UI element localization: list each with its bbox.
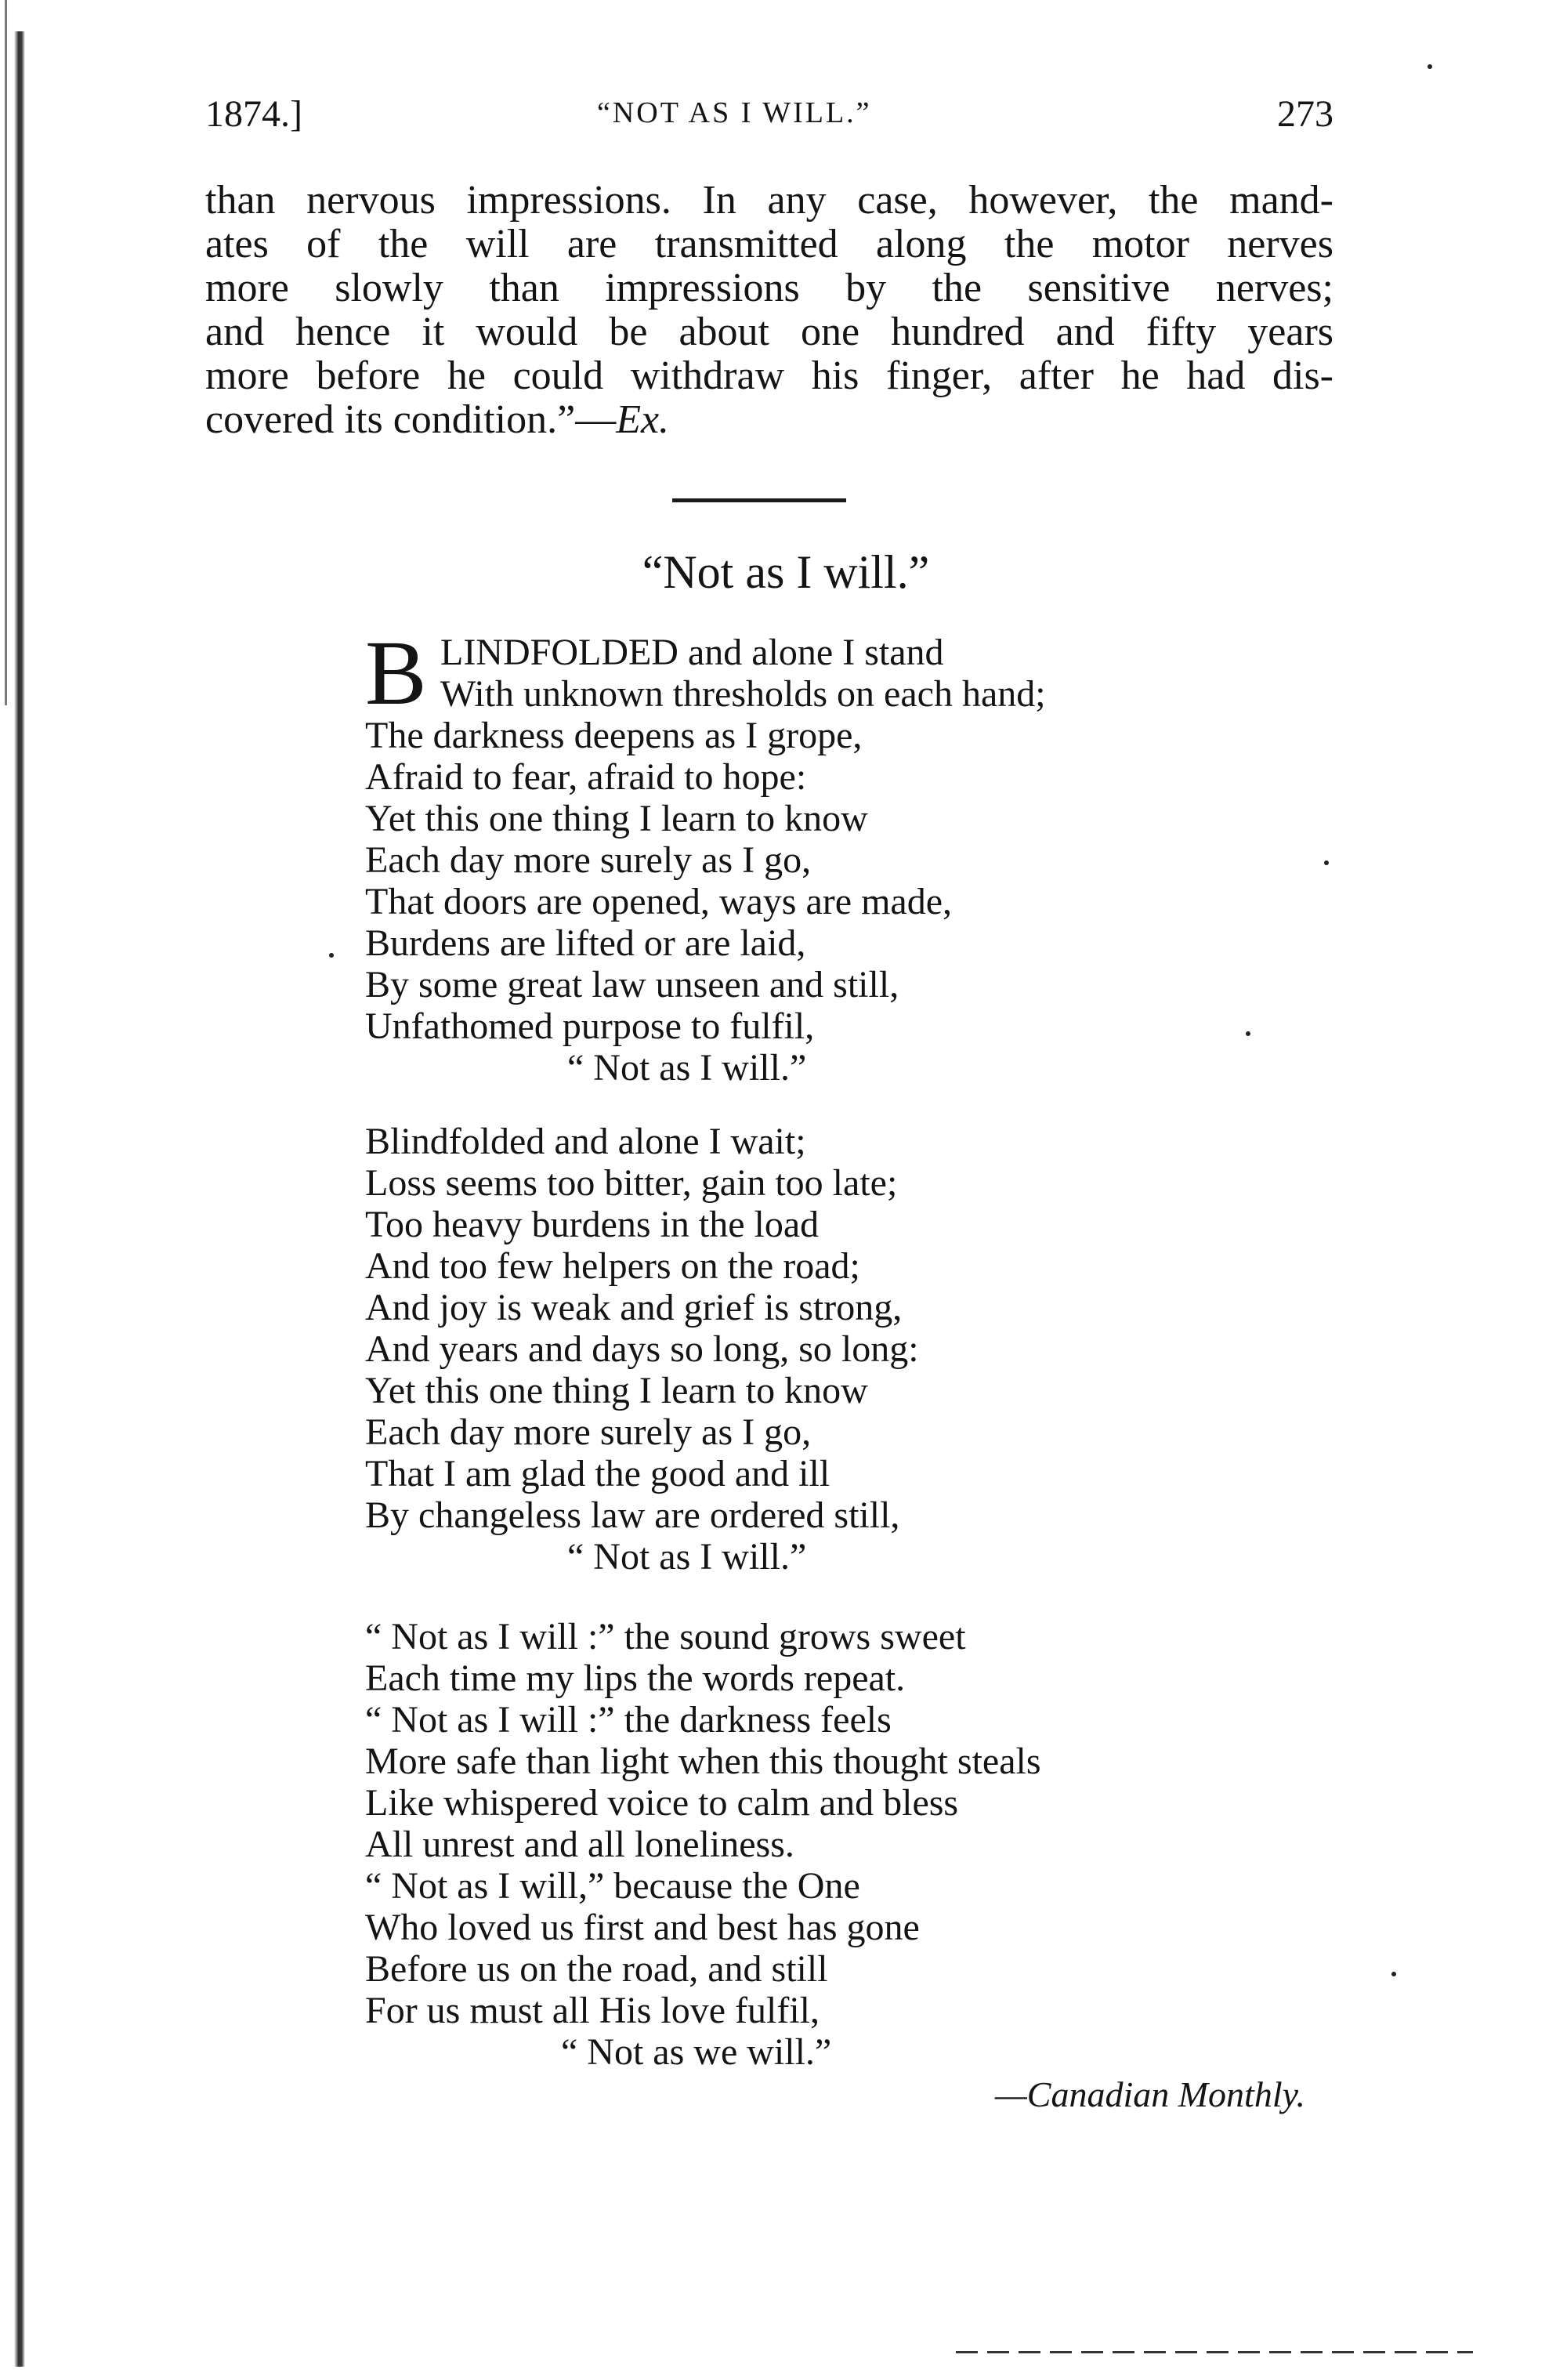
poem-line: Blindfolded and alone I wait; [365, 1121, 806, 1162]
poem-line: “ Not as I will,” because the One [365, 1865, 860, 1907]
poem-line: The darkness deepens as I grope, [365, 715, 863, 756]
page-header [205, 92, 1333, 147]
bottom-scan-artifact [956, 2351, 1473, 2353]
poem-title [0, 545, 1556, 600]
running-title: “NOT AS I WILL.” [597, 96, 872, 129]
poem-line: With unknown thresholds on each hand; [440, 673, 1046, 715]
prose-paragraph [205, 179, 1333, 442]
poem-line: That I am glad the good and ill [365, 1453, 830, 1494]
poem-line: All unrest and all loneliness. [365, 1824, 794, 1865]
scan-speck [1246, 1031, 1250, 1036]
poem-attribution: —Canadian Monthly. [994, 2074, 1305, 2114]
prose-line: more slowly than impressions by the sensitive nerves; [205, 266, 1333, 310]
poem-line: And too few helpers on the road; [365, 1245, 860, 1287]
binding-edge-line [5, 0, 7, 705]
poem-line: That doors are opened, ways are made, [365, 881, 953, 922]
page-number: 273 [1277, 93, 1333, 135]
poem-line: Each day more surely as I go, [365, 1411, 812, 1453]
poem-line: Each day more surely as I go, [365, 839, 812, 881]
poem-refrain: “ Not as I will.” [567, 1536, 807, 1578]
prose-line: and hence it would be about one hundred and fifty years [205, 310, 1333, 354]
prose-line: more before he could withdraw his finger, after he had dis- [205, 353, 1333, 398]
scan-speck [329, 953, 334, 958]
scan-speck [1324, 860, 1329, 865]
poem-line: Too heavy burdens in the load [365, 1204, 820, 1245]
scan-speck [1391, 1972, 1396, 1976]
prose-line: covered its condition.”— [205, 397, 617, 442]
poem-line: By changeless law are ordered still, [365, 1494, 900, 1536]
poem-stanza-2 [365, 1121, 919, 1578]
poem-line: Loss seems too bitter, gain too late; [365, 1162, 898, 1204]
poem-line: For us must all His love fulfil, [365, 1990, 820, 2031]
poem-refrain: “ Not as I will.” [567, 1047, 807, 1089]
poem-line: “ Not as I will :” the sound grows sweet [365, 1616, 966, 1657]
poem-line: Unfathomed purpose to fulfil, [365, 1005, 815, 1047]
poem-title-text: “Not as I will.” [642, 546, 930, 598]
prose-last-line [205, 398, 1333, 442]
poem-line: Each time my lips the words repeat. [365, 1657, 906, 1699]
prose-source: Ex. [616, 397, 670, 442]
poem-line: And years and days so long, so long: [365, 1328, 919, 1370]
poem-line: Before us on the road, and still [365, 1948, 828, 1990]
poem-line: Burdens are lifted or are laid, [365, 922, 806, 964]
poem-refrain: “ Not as we will.” [561, 2031, 832, 2073]
poem-line: Like whispered voice to calm and bless [365, 1782, 959, 1824]
binding-shadow [14, 31, 25, 2367]
poem-line: “ Not as I will :” the darkness feels [365, 1699, 892, 1741]
poem-line: More safe than light when this thought steals [365, 1741, 1041, 1782]
poem-line: Yet this one thing I learn to know [365, 1370, 868, 1411]
poem-line: Yet this one thing I learn to know [365, 798, 868, 839]
header-year: 1874.] [205, 93, 302, 135]
prose-line: than nervous impressions. In any case, however, the mand- [205, 178, 1333, 223]
poem-line: Who loved us first and best has gone [365, 1907, 920, 1948]
poem-line: By some great law unseen and still, [365, 964, 899, 1005]
poem-line: Afraid to fear, afraid to hope: [365, 756, 807, 798]
scan-speck [1428, 64, 1432, 69]
poem-line: LINDFOLDED and alone I stand [440, 632, 944, 673]
section-divider [672, 498, 846, 502]
poem-line: And joy is weak and grief is strong, [365, 1287, 903, 1328]
poem-stanza-3 [365, 1616, 1041, 2073]
prose-line: ates of the will are transmitted along the motor nerves [205, 222, 1333, 266]
drop-cap: B [365, 621, 427, 724]
poem-stanza-1 [365, 632, 1046, 1089]
